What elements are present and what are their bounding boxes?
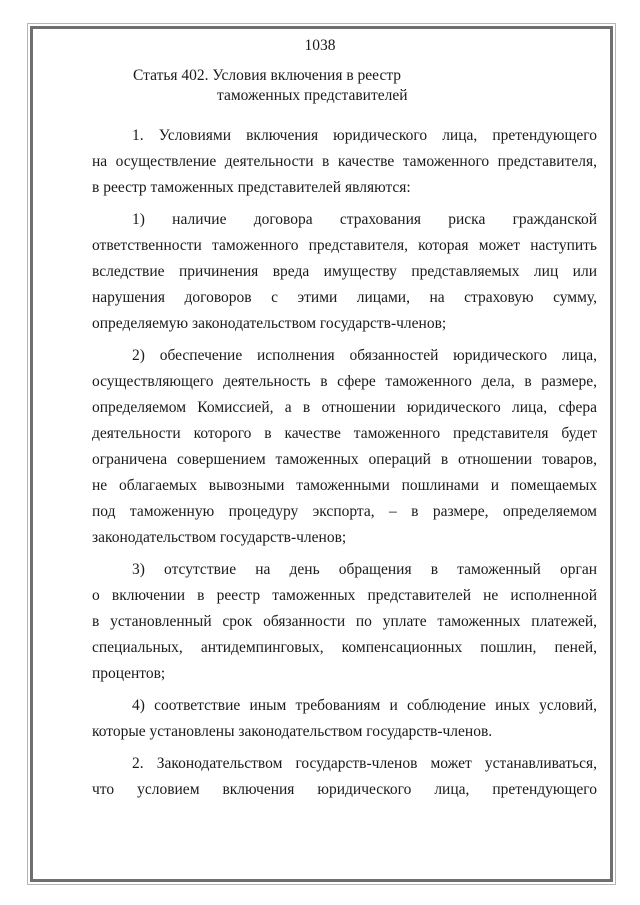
text-line: процентов;: [92, 665, 166, 682]
text-line: 3) отсутствие на день обращения в таможенный орган: [132, 561, 597, 578]
paragraph-item-2: [92, 343, 597, 551]
article-title-line-1: Статья 402. Условия включения в реестр: [133, 67, 402, 84]
text-line: нарушения договоров с этими лицами, на страховую сумму,: [92, 289, 597, 306]
paragraph-1: [92, 123, 597, 201]
text-line: ответственности таможенного представителя, которая может наступить: [92, 237, 597, 254]
text-line: на осуществление деятельности в качестве таможенного представителя,: [92, 153, 597, 170]
paragraph-2: [92, 751, 597, 803]
text-line: осуществляющего деятельность в сфере таможенного дела, в размере,: [92, 373, 597, 390]
text-line: под таможенную процедуру экспорта, – в размере, определяемом: [92, 503, 597, 520]
text-line: не облагаемых вывозными таможенными пошлинами и помещаемых: [92, 477, 597, 494]
paragraph-item-4: [92, 693, 597, 745]
text-line: ограничена совершением таможенных операций в отношении товаров,: [92, 451, 597, 468]
text-line: 2) обеспечение исполнения обязанностей юридического лица,: [132, 347, 597, 364]
text-line: 1. Условиями включения юридического лица, претендующего: [132, 127, 597, 144]
paragraph-item-3: [92, 557, 597, 687]
article-title: [133, 66, 553, 106]
text-line: законодательством государств-членов;: [92, 529, 347, 546]
text-line: о включении в реестр таможенных представителей не исполненной: [92, 587, 597, 604]
text-line: специальных, антидемпинговых, компенсационных пошлин, пеней,: [92, 639, 597, 656]
text-line: определяемом Комиссией, а в отношении юридического лица, сфера: [92, 399, 597, 416]
text-line: 4) соответствие иным требованиям и соблюдение иных условий,: [132, 697, 597, 714]
text-line: в реестр таможенных представителей являются:: [92, 179, 411, 196]
text-line: которые установлены законодательством государств-членов.: [92, 723, 493, 740]
text-line: что условием включения юридического лица, претендующего: [92, 781, 597, 798]
article-title-line-2: таможенных представителей: [217, 87, 408, 104]
page-number: 1038: [304, 37, 336, 54]
text-line: деятельности которого в качестве таможенного представителя будет: [92, 425, 597, 442]
text-line: определяемую законодательством государств-членов;: [92, 315, 447, 332]
text-line: вследствие причинения вреда имуществу представляемых лиц или: [92, 263, 597, 280]
text-line: в установленный срок обязанности по уплате таможенных платежей,: [92, 613, 597, 630]
paragraph-item-1: [92, 207, 597, 337]
text-line: 2. Законодательством государств-членов может устанавливаться,: [132, 755, 597, 772]
article-body: [92, 123, 597, 803]
text-line: 1) наличие договора страхования риска гражданской: [132, 211, 597, 228]
